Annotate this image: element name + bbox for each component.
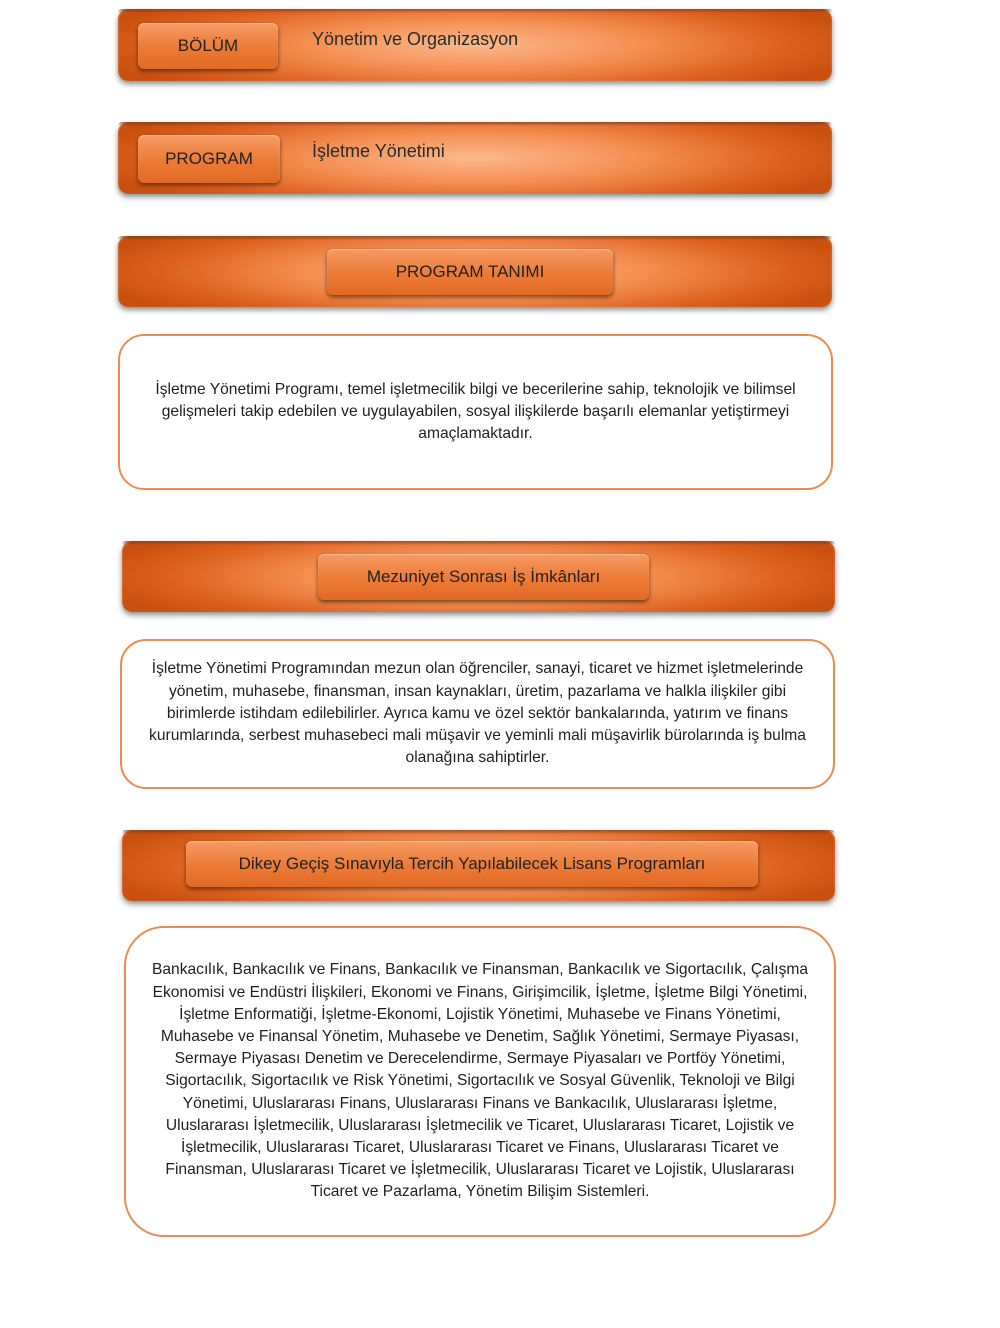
- program-tanimi-bar: [118, 236, 832, 307]
- program-value: İşletme Yönetimi: [312, 141, 445, 161]
- dikey-gecis-box: [124, 926, 836, 1237]
- bolum-value: Yönetim ve Organizasyon: [312, 29, 519, 49]
- bolum-label: BÖLÜM: [138, 23, 278, 69]
- program-tanimi-box: [118, 334, 833, 490]
- mezuniyet-bar: [122, 541, 835, 612]
- dikey-gecis-title: Dikey Geçiş Sınavıyla Tercih Yapılabilecek Lisans Programları: [186, 841, 758, 887]
- dikey-gecis-bar: [122, 830, 835, 901]
- program-bar: [118, 122, 832, 194]
- mezuniyet-text: İşletme Yönetimi Programından mezun olan öğrenciler, sanayi, ticaret ve hizmet işletmelerinde yönetim, muhasebe, finansman, insan kaynakları, üretim, pazarlama ve halkla ilişkiler gibi birimlerde istihdam edilebilirler. Ayrıca kamu ve özel sektör bankalarında, yatırım ve finans kurumlarında, serbest muhasebeci mali müşavir ve yeminli mali müşavirlik bürolarında iş bulma olanağına sahiptirler.: [149, 660, 806, 767]
- bolum-bar: [118, 9, 832, 81]
- program-label: PROGRAM: [138, 135, 280, 183]
- mezuniyet-box: [120, 639, 835, 789]
- program-tanimi-text: İşletme Yönetimi Programı, temel işletmecilik bilgi ve becerilerine sahip, teknolojik ve bilimsel gelişmeleri takip edebilen ve uygulayabilen, sosyal ilişkilerde başarılı elemanlar yetiştirmeyi amaçlamaktadır.: [155, 380, 796, 443]
- mezuniyet-title: Mezuniyet Sonrası İş İmkânları: [318, 554, 649, 600]
- program-tanimi-title: PROGRAM TANIMI: [327, 249, 613, 295]
- dikey-gecis-text: Bankacılık, Bankacılık ve Finans, Bankacılık ve Finansman, Bankacılık ve Sigortacılık, Çalışma Ekonomisi ve Endüstri İlişkileri, Ekonomi ve Finans, Girişimcilik, İşletme, İşletme Bilgi Yönetimi, İşletme Enformatiği, İşletme-Ekonomi, Lojistik Yönetimi, Muhasebe ve Finans Yönetimi, Muhasebe ve Finansal Yönetim, Muhasebe ve Denetim, Sağlık Yönetimi, Sermaye Piyasası, Sermaye Piyasası Denetim ve Derecelendirme, Sermaye Piyasaları ve Portföy Yönetimi, Sigortacılık, Sigortacılık ve Risk Yönetimi, Sigortacılık ve Sosyal Güvenlik, Teknoloji ve Bilgi Yönetimi, Uluslararası Finans, Uluslararası Finans ve Bankacılık, Uluslararası İşletme, Uluslararası İşletmecilik, Uluslararası İşletmecilik ve Ticaret, Uluslararası Ticaret, Lojistik ve İşletmecilik, Uluslararası Ticaret, Uluslararası Ticaret ve Finans, Uluslararası Ticaret ve Finansman, Uluslararası Ticaret ve İşletmecilik, Uluslararası Ticaret ve Lojistik, Uluslararası Ticaret ve Pazarlama, Yönetim Bilişim Sistemleri.: [151, 961, 809, 1201]
